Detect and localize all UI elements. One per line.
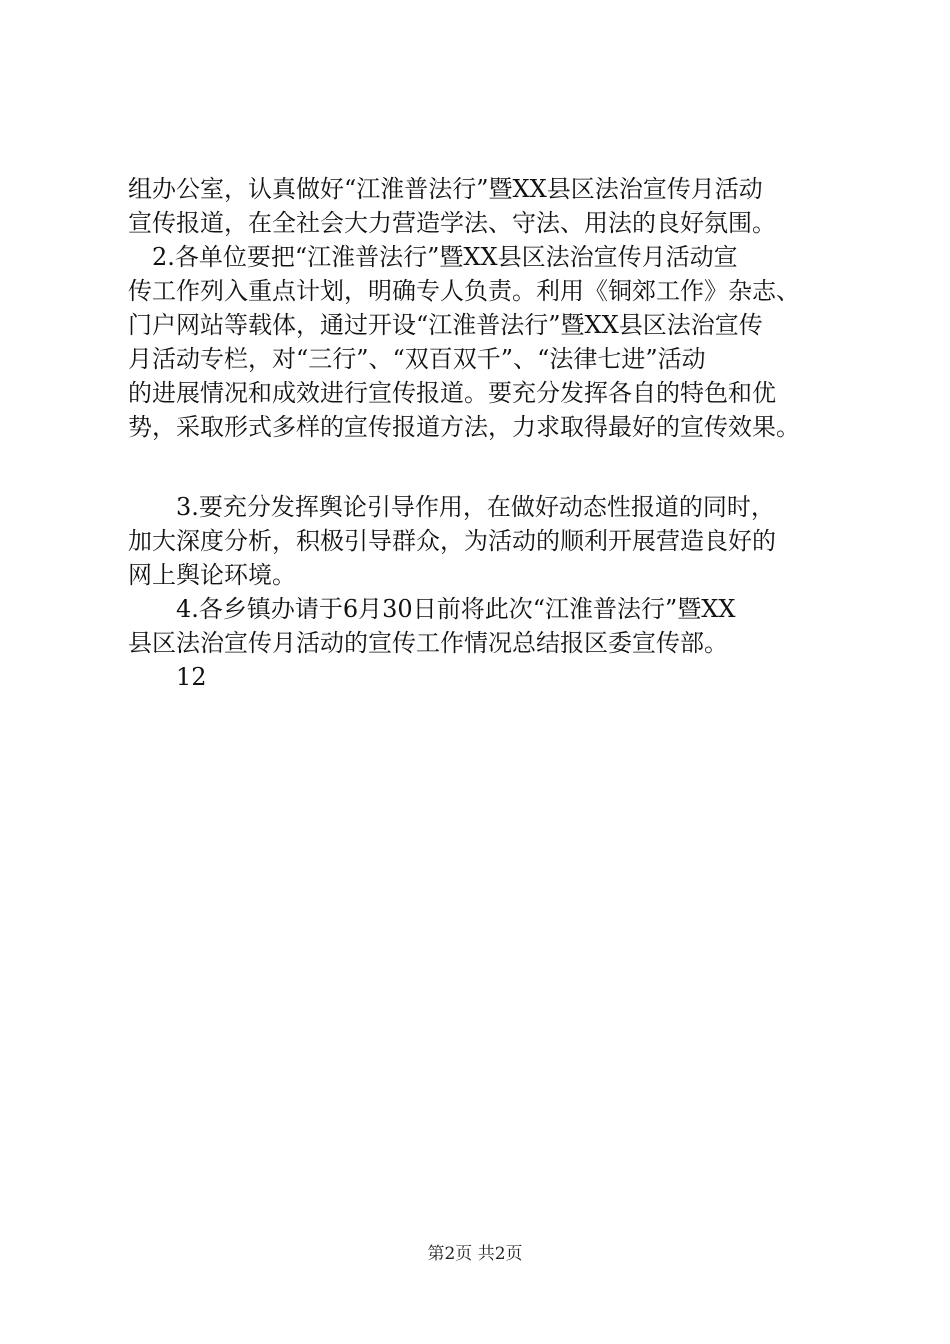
text-line: 月活动专栏，对“三行”、“双百双千”、“法律七进”活动 (128, 345, 706, 373)
paragraph-2 (128, 240, 840, 444)
paragraph-3 (128, 490, 840, 592)
paragraph-4 (128, 592, 840, 660)
text-line: 加大深度分析，积极引导群众，为活动的顺利开展营造良好的 (128, 527, 776, 555)
paragraph-spacer (128, 444, 840, 490)
paragraph-1-continuation (128, 172, 840, 240)
paragraph-5 (128, 660, 840, 694)
text-line: 门户网站等载体，通过开设“江淮普法行”暨XX县区法治宣传 (128, 311, 763, 339)
text-line: 3.要充分发挥舆论引导作用，在做好动态性报道的同时， (128, 493, 775, 521)
text-line: 的进展情况和成效进行宣传报道。要充分发挥各自的特色和优 (128, 379, 776, 407)
text-line: 12 (128, 663, 207, 691)
text-line: 4.各乡镇办请于6月30日前将此次“江淮普法行”暨XX (128, 595, 736, 623)
text-line: 组办公室，认真做好“江淮普法行”暨XX县区法治宣传月活动 (128, 175, 763, 203)
text-line: 宣传报道，在全社会大力营造学法、守法、用法的良好氛围。 (128, 209, 776, 237)
document-body (128, 172, 840, 694)
text-line: 网上舆论环境。 (128, 561, 296, 589)
text-line: 县区法治宣传月活动的宣传工作情况总结报区委宣传部。 (128, 629, 728, 657)
text-line: 2.各单位要把“江淮普法行”暨XX县区法治宣传月活动宣 (128, 243, 738, 271)
text-line: 传工作列入重点计划，明确专人负责。利用《铜郊工作》杂志、 (128, 277, 800, 305)
text-line: 势，采取形式多样的宣传报道方法，力求取得最好的宣传效果。 (128, 413, 800, 441)
page-footer: 第2页 共2页 (427, 1244, 523, 1264)
